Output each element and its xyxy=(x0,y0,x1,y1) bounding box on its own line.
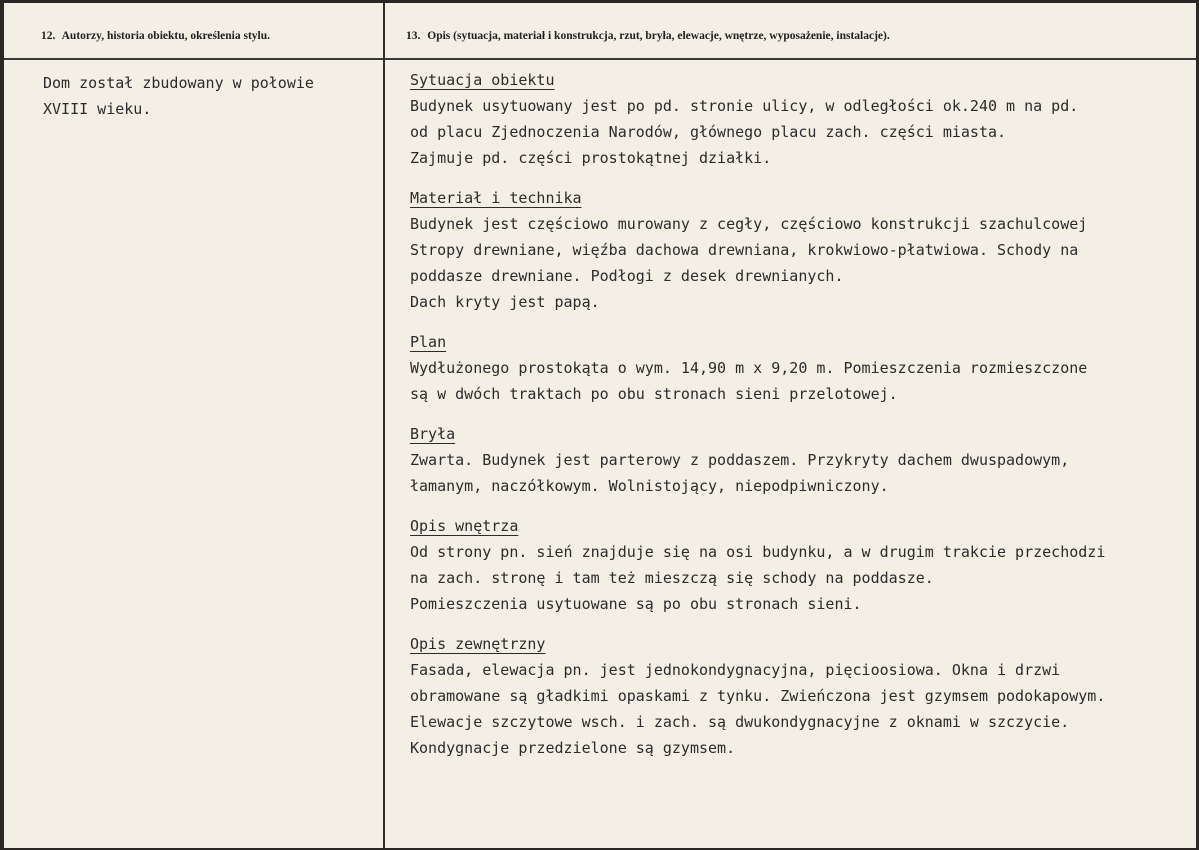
section-line: od placu Zjednoczenia Narodów, głównego placu zach. części miasta. xyxy=(410,123,1007,141)
section-massing xyxy=(410,421,1196,499)
section-title: Plan xyxy=(410,333,447,351)
section-line: Zajmuje pd. części prostokątnej działki. xyxy=(410,149,772,167)
section-interior xyxy=(410,513,1196,617)
history-line: XVIII wieku. xyxy=(43,100,152,118)
section-line: Wydłużonego prostokąta o wym. 14,90 m x 9,20 m. Pomieszczenia rozmieszczone xyxy=(410,359,1088,377)
section-line: Fasada, elewacja pn. jest jednokondygnacyjna, pięcioosiowa. Okna i drzwi xyxy=(410,661,1061,679)
section-situation xyxy=(410,67,1196,171)
section-line: Kondygnacje przedzielone są gzymsem. xyxy=(410,739,736,757)
right-header-label: Opis (sytuacja, materiał i konstrukcja, rzut, bryła, elewacje, wnętrze, wyposażenie, instalacje). xyxy=(427,30,890,42)
section-line: Stropy drewniane, więźba dachowa drewniana, krokwiowo-płatwiowa. Schody na xyxy=(410,241,1079,259)
history-text xyxy=(43,70,314,122)
left-header-number: 12. xyxy=(41,30,56,42)
left-header-label: Autorzy, historia obiektu, określenia stylu. xyxy=(61,30,271,42)
section-line: Od strony pn. sień znajduje się na osi budynku, a w drugim trakcie przechodzi xyxy=(410,543,1106,561)
section-line: Elewacje szczytowe wsch. i zach. są dwukondygnacyjne z oknami w szczycie. xyxy=(410,713,1070,731)
section-title: Bryła xyxy=(410,425,456,443)
section-line: na zach. stronę i tam też mieszczą się schody na poddasze. xyxy=(410,569,934,587)
section-line: Zwarta. Budynek jest parterowy z poddaszem. Przykryty dachem dwuspadowym, xyxy=(410,451,1070,469)
section-material xyxy=(410,185,1196,315)
description-text xyxy=(410,67,1196,775)
document-sheet xyxy=(4,3,1196,848)
section-line: Pomieszczenia usytuowane są po obu stronach sieni. xyxy=(410,595,862,613)
right-column-header xyxy=(406,30,890,42)
right-header-number: 13. xyxy=(406,30,421,42)
section-title: Materiał i technika xyxy=(410,189,582,207)
section-line: łamanym, naczółkowym. Wolnistojący, niepodpiwniczony. xyxy=(410,477,889,495)
section-exterior xyxy=(410,631,1196,761)
column-divider xyxy=(383,3,385,848)
section-title: Sytuacja obiektu xyxy=(410,71,555,89)
section-title: Opis wnętrza xyxy=(410,517,519,535)
section-line: Dach kryty jest papą. xyxy=(410,293,600,311)
section-line: Budynek usytuowany jest po pd. stronie ulicy, w odległości ok.240 m na pd. xyxy=(410,97,1079,115)
section-line: obramowane są gładkimi opaskami z tynku. Zwieńczona jest gzymsem podokapowym. xyxy=(410,687,1106,705)
header-divider xyxy=(4,58,1196,60)
section-line: Budynek jest częściowo murowany z cegły, częściowo konstrukcji szachulcowej xyxy=(410,215,1088,233)
history-line: Dom został zbudowany w połowie xyxy=(43,74,314,92)
section-plan xyxy=(410,329,1196,407)
left-column-header xyxy=(41,30,270,42)
section-line: są w dwóch traktach po obu stronach sieni przelotowej. xyxy=(410,385,898,403)
section-title: Opis zewnętrzny xyxy=(410,635,546,653)
section-line: poddasze drewniane. Podłogi z desek drewnianych. xyxy=(410,267,844,285)
